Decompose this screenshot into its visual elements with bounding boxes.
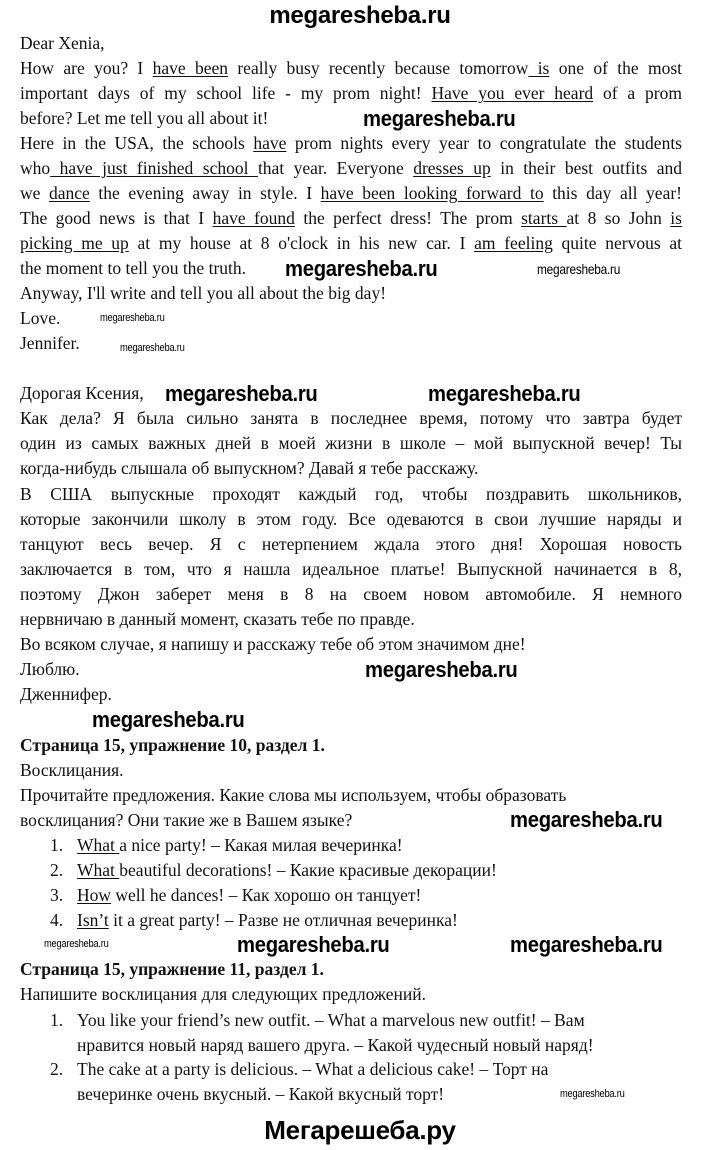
text-segment: нравится новый наряд вашего друга. – Какой чудесный новый наряд! (77, 1035, 594, 1055)
list-number: 2. (50, 1059, 64, 1079)
text-segment: поэтому Джон заберет меня в 8 на своем новом автомобиле. Я немного (20, 584, 682, 604)
text-line (20, 683, 112, 705)
text-line (20, 382, 144, 404)
watermark: megaresheba.ru (510, 932, 663, 957)
underlined-phrase: is (528, 58, 550, 78)
text-line (20, 157, 682, 179)
watermark: megaresheba.ru (537, 261, 621, 277)
text-line (20, 583, 682, 605)
watermark: megaresheba.ru (363, 106, 516, 131)
underlined-phrase: starts (521, 208, 567, 228)
watermark: megaresheba.ru (560, 1088, 625, 1100)
text-segment: Страница 15, упражнение 10, раздел 1. (20, 735, 325, 755)
watermark: megaresheba.ru (92, 707, 245, 732)
text-segment: вечеринке очень вкусный. – Какой вкусный торт! (77, 1084, 445, 1104)
footer-watermark: Мегарешеба.ру (264, 1115, 456, 1145)
underlined-phrase: dance (49, 183, 90, 203)
text-line (20, 759, 124, 781)
underlined-phrase: am feeling (474, 233, 553, 253)
list-item (50, 859, 497, 881)
list-item (77, 1083, 444, 1105)
text-segment: it a great party! – Разве не отличная вечеринка! (108, 910, 458, 930)
text-segment: Восклицания. (20, 760, 124, 780)
text-line (20, 633, 526, 655)
text-line (20, 508, 682, 530)
text-line (20, 533, 682, 555)
section-heading (20, 958, 324, 980)
watermark: megaresheba.ru (285, 256, 438, 281)
text-line (20, 182, 682, 204)
list-item (50, 1009, 585, 1031)
text-line (20, 457, 478, 479)
text-segment: this day all year! (543, 183, 682, 203)
list-number: 4. (50, 910, 64, 930)
text-segment: которые закончили школу в этом году. Все одеваются в свои лучшие наряды и (20, 509, 682, 529)
text-segment: before? Let me tell you all about it! (20, 108, 269, 128)
text-line (20, 809, 352, 831)
text-segment: of a prom (593, 83, 682, 103)
text-segment: You like your friend’s new outfit. – What a marvelous new outfit! – Вам (77, 1010, 585, 1030)
underlined-phrase: have just finished school (50, 158, 258, 178)
text-segment: Как дела? Я была сильно занята в последнее время, потому что завтра будет (20, 408, 682, 428)
text-line (20, 107, 268, 129)
list-item (50, 1058, 548, 1080)
text-line (20, 57, 682, 79)
list-item (50, 884, 421, 906)
text-segment: we (20, 183, 50, 203)
watermark: megaresheba.ru (120, 342, 185, 354)
text-segment: well he dances! – Как хорошо он танцует! (111, 885, 422, 905)
list-item (77, 1034, 594, 1056)
text-segment: quite nervous at (552, 233, 682, 253)
text-line (20, 32, 105, 54)
text-segment: really busy recently because tomorrow (228, 58, 529, 78)
text-segment: В США выпускные проходят каждый год, чтобы поздравить школьников, (20, 484, 682, 504)
list-number: 2. (50, 860, 64, 880)
underlined-phrase: have (253, 133, 287, 153)
text-segment: нервничаю в данный момент, сказать тебе по правде. (20, 609, 415, 629)
text-segment: the perfect dress! The prom (294, 208, 522, 228)
text-line (20, 282, 386, 304)
text-line (20, 483, 682, 505)
text-segment: Прочитайте предложения. Какие слова мы используем, чтобы образовать (20, 785, 567, 805)
underlined-phrase: have been (152, 58, 229, 78)
text-segment: танцуют весь вечер. Я с нетерпением ждала этого дня! Хорошая новость (20, 534, 682, 554)
text-line (20, 407, 682, 429)
text-line (20, 784, 566, 806)
text-segment: that year. Everyone (257, 158, 414, 178)
text-segment: at my house at 8 o'clock in his new car. I (128, 233, 475, 253)
watermark: megaresheba.ru (237, 932, 390, 957)
list-number: 1. (50, 1010, 64, 1030)
text-segment: заключается в том, что я нашла идеальное платье! Выпускной начинается в 8, (20, 559, 682, 579)
list-item (50, 834, 403, 856)
text-segment: prom nights every year to congratulate the students (286, 133, 682, 153)
text-line (20, 658, 80, 680)
watermark: megaresheba.ru (365, 657, 518, 682)
text-segment: The good news is that I (20, 208, 213, 228)
text-segment: beautiful decorations! – Какие красивые декорации! (119, 860, 497, 880)
text-line (20, 232, 682, 254)
underlined-phrase: How (77, 885, 112, 905)
list-item (50, 909, 458, 931)
underlined-phrase: What (77, 835, 120, 855)
text-segment: at 8 so John (566, 208, 671, 228)
text-segment: the moment to tell you the truth. (20, 258, 247, 278)
text-line (20, 432, 682, 454)
list-number: 1. (50, 835, 64, 855)
header-watermark: megaresheba.ru (269, 2, 451, 29)
text-segment: Страница 15, упражнение 11, раздел 1. (20, 959, 324, 979)
underlined-phrase: have been looking forward to (320, 183, 544, 203)
underlined-phrase: What (77, 860, 120, 880)
underlined-phrase: dresses up (413, 158, 491, 178)
text-line (20, 332, 80, 354)
text-segment: How are you? I (20, 58, 153, 78)
text-line (20, 132, 682, 154)
text-segment: who (20, 158, 51, 178)
text-segment: Люблю. (20, 659, 80, 679)
text-line (20, 82, 682, 104)
watermark: megaresheba.ru (510, 807, 663, 832)
text-line (20, 983, 426, 1005)
text-segment: a nice party! – Какая милая вечеринка! (119, 835, 403, 855)
section-heading (20, 734, 325, 756)
underlined-phrase: picking me up (20, 233, 129, 253)
text-segment: Love. (20, 308, 61, 328)
text-segment: in their best outfits and (490, 158, 682, 178)
text-segment: когда-нибудь слышала об выпускном? Давай я тебе расскажу. (20, 458, 479, 478)
text-segment: Dear Xenia, (20, 33, 105, 53)
text-segment: один из самых важных дней в моей жизни в школе – мой выпускной вечер! Ты (20, 433, 682, 453)
text-segment: Дорогая Ксения, (20, 383, 144, 403)
text-segment: one of the most (549, 58, 682, 78)
text-segment: восклицания? Они такие же в Вашем языке? (20, 810, 353, 830)
text-segment: Anyway, I'll write and tell you all about the big day! (20, 283, 387, 303)
text-segment: Jennifer. (20, 333, 80, 353)
text-segment: Дженнифер. (20, 684, 112, 704)
text-segment: the evening away in style. I (89, 183, 321, 203)
watermark: megaresheba.ru (428, 381, 581, 406)
watermark: megaresheba.ru (100, 312, 165, 324)
underlined-phrase: Have you ever heard (431, 83, 594, 103)
list-number: 3. (50, 885, 64, 905)
text-line (20, 257, 246, 279)
text-segment: Во всяком случае, я напишу и расскажу тебе об этом значимом дне! (20, 634, 526, 654)
text-segment: The cake at a party is delicious. – What a delicious cake! – Торт на (77, 1059, 549, 1079)
text-segment: Here in the USA, the schools (20, 133, 254, 153)
text-segment: important days of my school life - my prom night! (20, 83, 432, 103)
text-line (20, 558, 682, 580)
underlined-phrase: have found (212, 208, 295, 228)
text-line (20, 207, 682, 229)
watermark: megaresheba.ru (44, 938, 109, 950)
underlined-phrase: Isn’t (77, 910, 109, 930)
text-line (20, 307, 60, 329)
text-segment: Напишите восклицания для следующих предложений. (20, 984, 427, 1004)
text-line (20, 608, 415, 630)
watermark: megaresheba.ru (165, 381, 318, 406)
underlined-phrase: is (670, 208, 682, 228)
